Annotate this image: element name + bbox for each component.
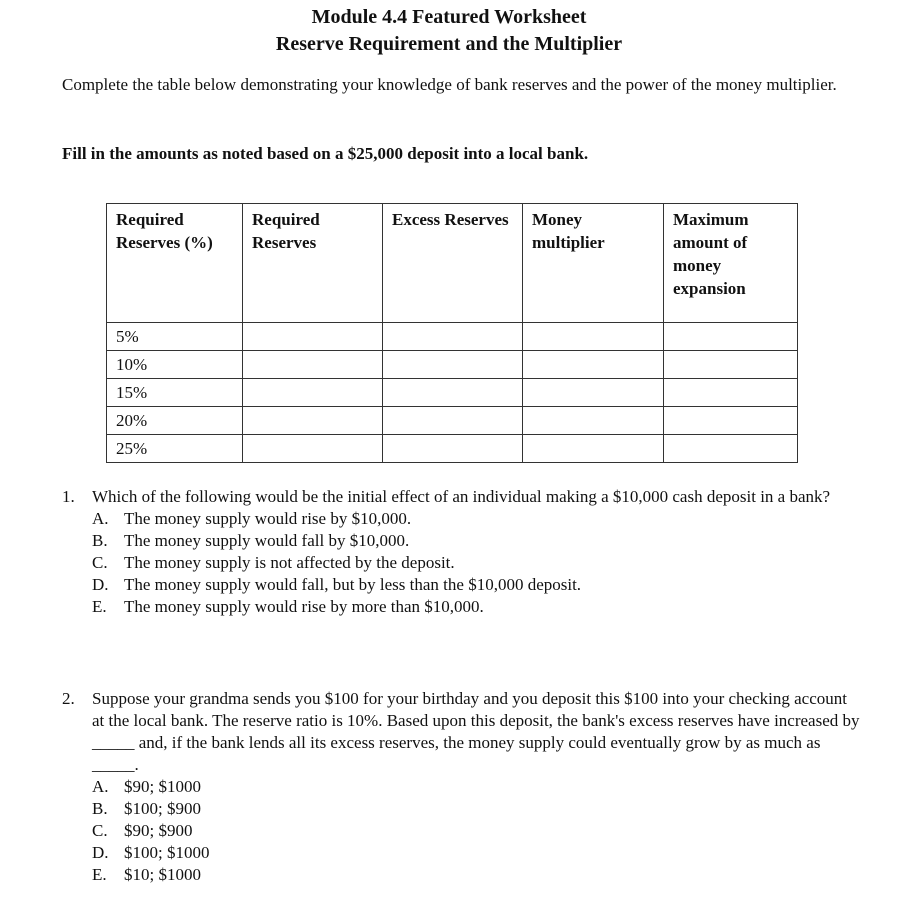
option-letter: A. <box>92 509 109 528</box>
answer-option[interactable] <box>92 508 862 530</box>
answer-option[interactable] <box>92 864 862 886</box>
option-text: $100; $1000 <box>124 843 210 862</box>
answer-cell[interactable] <box>523 323 664 351</box>
option-letter: A. <box>92 777 109 796</box>
answer-option[interactable] <box>92 798 862 820</box>
option-letter: E. <box>92 597 107 616</box>
question-number: 1. <box>62 487 75 506</box>
header-required-reserves-pct: Required Reserves (%) <box>107 204 243 323</box>
row-rate: 10% <box>107 351 243 379</box>
option-text: $90; $900 <box>124 821 193 840</box>
answer-option[interactable] <box>92 820 862 842</box>
row-rate: 15% <box>107 379 243 407</box>
answer-cell[interactable] <box>523 435 664 463</box>
option-text: The money supply would rise by more than $10,000. <box>124 597 484 616</box>
table-row <box>107 407 798 435</box>
answer-option[interactable] <box>92 776 862 798</box>
row-rate: 25% <box>107 435 243 463</box>
option-text: The money supply is not affected by the deposit. <box>124 553 455 572</box>
answer-cell[interactable] <box>664 323 798 351</box>
instruction-text: Fill in the amounts as noted based on a $25,000 deposit into a local bank. <box>62 144 589 163</box>
table-row <box>107 379 798 407</box>
question-text: Suppose your grandma sends you $100 for your birthday and you deposit this $100 into your checking account at the local bank. The reserve ratio is 10%. Based upon this deposit, the bank's excess reserves have increased by _____ and, if the bank lends all its excess reserves, the money supply could eventually grow by as much as _____. <box>92 689 860 774</box>
answer-cell[interactable] <box>243 323 383 351</box>
table-row <box>107 351 798 379</box>
option-letter: E. <box>92 865 107 884</box>
option-letter: C. <box>92 553 108 572</box>
answer-cell[interactable] <box>523 379 664 407</box>
option-letter: D. <box>92 575 109 594</box>
option-text: The money supply would fall by $10,000. <box>124 531 410 550</box>
answer-cell[interactable] <box>243 407 383 435</box>
header-required-reserves: Required Reserves <box>243 204 383 323</box>
answer-cell[interactable] <box>383 435 523 463</box>
intro-paragraph: Complete the table below demonstrating your knowledge of bank reserves and the power of the money multiplier. <box>62 75 837 94</box>
row-rate: 5% <box>107 323 243 351</box>
answer-cell[interactable] <box>664 407 798 435</box>
question-text: Which of the following would be the initial effect of an individual making a $10,000 cash deposit in a bank? <box>92 487 831 506</box>
table-row <box>107 323 798 351</box>
answer-cell[interactable] <box>243 379 383 407</box>
answer-cell[interactable] <box>383 323 523 351</box>
table-row <box>107 435 798 463</box>
option-text: $10; $1000 <box>124 865 201 884</box>
header-money-multiplier: Money multiplier <box>523 204 664 323</box>
question-2 <box>62 688 862 886</box>
page-title: Module 4.4 Featured Worksheet <box>311 6 587 28</box>
answer-cell[interactable] <box>383 407 523 435</box>
answer-cell[interactable] <box>664 435 798 463</box>
answer-cell[interactable] <box>664 351 798 379</box>
answer-option[interactable] <box>92 574 862 596</box>
answer-cell[interactable] <box>523 351 664 379</box>
option-letter: C. <box>92 821 108 840</box>
option-text: $90; $1000 <box>124 777 201 796</box>
answer-option[interactable] <box>92 596 862 618</box>
answer-options <box>92 508 862 618</box>
option-letter: B. <box>92 531 108 550</box>
row-rate: 20% <box>107 407 243 435</box>
header-max-money-expansion: Maximum amount of money expansion <box>664 204 798 323</box>
answer-cell[interactable] <box>383 351 523 379</box>
answer-options <box>92 776 862 886</box>
answer-cell[interactable] <box>383 379 523 407</box>
page-subtitle: Reserve Requirement and the Multiplier <box>275 33 623 55</box>
answer-cell[interactable] <box>243 435 383 463</box>
option-letter: B. <box>92 799 108 818</box>
answer-option[interactable] <box>92 842 862 864</box>
answer-option[interactable] <box>92 552 862 574</box>
question-1 <box>62 486 862 618</box>
answer-cell[interactable] <box>243 351 383 379</box>
option-text: $100; $900 <box>124 799 201 818</box>
reserve-table <box>106 203 798 463</box>
answer-cell[interactable] <box>664 379 798 407</box>
option-letter: D. <box>92 843 109 862</box>
question-number: 2. <box>62 689 75 708</box>
answer-option[interactable] <box>92 530 862 552</box>
option-text: The money supply would fall, but by less than the $10,000 deposit. <box>124 575 582 594</box>
option-text: The money supply would rise by $10,000. <box>124 509 412 528</box>
table-header-row <box>107 204 798 323</box>
header-excess-reserves: Excess Reserves <box>383 204 523 323</box>
answer-cell[interactable] <box>523 407 664 435</box>
